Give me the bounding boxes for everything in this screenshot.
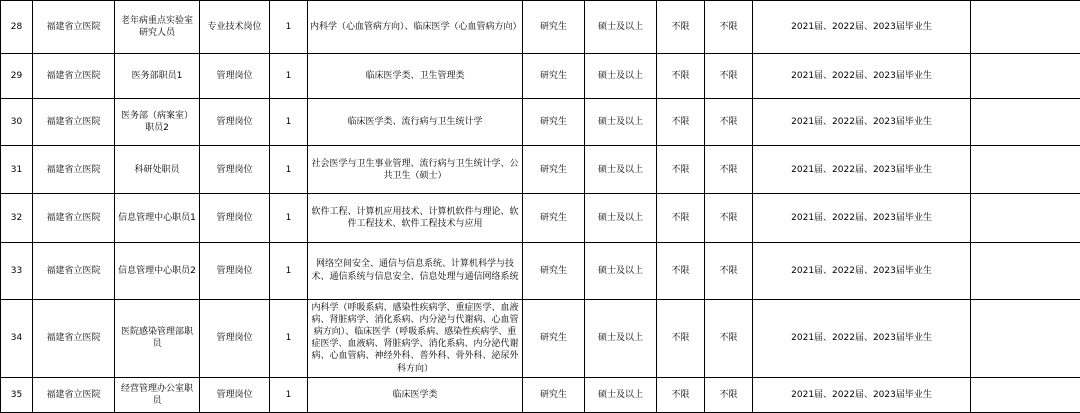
cell-unit: 福建省立医院 — [33, 242, 115, 299]
cell-grad: 2021届、2022届、2023届毕业生 — [753, 299, 971, 377]
cell-age: 不限 — [657, 194, 705, 242]
cell-unit: 福建省立医院 — [33, 99, 115, 146]
cell-remark — [971, 54, 1080, 99]
cell-age: 不限 — [657, 299, 705, 377]
cell-grad: 2021届、2022届、2023届毕业生 — [753, 242, 971, 299]
cell-no: 33 — [1, 242, 33, 299]
cell-count: 1 — [270, 242, 308, 299]
cell-unit: 福建省立医院 — [33, 194, 115, 242]
cell-grad: 2021届、2022届、2023届毕业生 — [753, 377, 971, 412]
cell-grad: 2021届、2022届、2023届毕业生 — [753, 146, 971, 194]
table-row — [1, 54, 1080, 99]
cell-age: 不限 — [657, 146, 705, 194]
cell-no: 34 — [1, 299, 33, 377]
cell-no: 31 — [1, 146, 33, 194]
cell-degree: 硕士及以上 — [585, 242, 657, 299]
cell-grad: 2021届、2022届、2023届毕业生 — [753, 194, 971, 242]
cell-unit: 福建省立医院 — [33, 54, 115, 99]
cell-age: 不限 — [657, 1, 705, 54]
cell-post: 医务部职员1 — [115, 54, 200, 99]
cell-unit: 福建省立医院 — [33, 377, 115, 412]
cell-grad: 2021届、2022届、2023届毕业生 — [753, 54, 971, 99]
cell-grad: 2021届、2022届、2023届毕业生 — [753, 99, 971, 146]
cell-post: 医院感染管理部职员 — [115, 299, 200, 377]
cell-post: 医务部（病案室）职员2 — [115, 99, 200, 146]
cell-other: 不限 — [705, 1, 753, 54]
table-row — [1, 1, 1080, 54]
cell-edu: 研究生 — [523, 242, 585, 299]
cell-type: 管理岗位 — [200, 242, 270, 299]
table-row — [1, 299, 1080, 377]
cell-post: 信息管理中心职员2 — [115, 242, 200, 299]
cell-edu: 研究生 — [523, 99, 585, 146]
cell-no: 28 — [1, 1, 33, 54]
cell-other: 不限 — [705, 146, 753, 194]
cell-count: 1 — [270, 1, 308, 54]
table-row — [1, 242, 1080, 299]
cell-major: 网络空间安全、通信与信息系统、计算机科学与技术、通信系统与信息安全、信息处理与通信网络系统 — [308, 242, 523, 299]
cell-no: 35 — [1, 377, 33, 412]
cell-no: 30 — [1, 99, 33, 146]
table-row — [1, 146, 1080, 194]
cell-remark — [971, 1, 1080, 54]
cell-major: 软件工程、计算机应用技术、计算机软件与理论、软件工程技术、软件工程技术与应用 — [308, 194, 523, 242]
cell-unit: 福建省立医院 — [33, 299, 115, 377]
cell-edu: 研究生 — [523, 1, 585, 54]
cell-type: 管理岗位 — [200, 299, 270, 377]
cell-other: 不限 — [705, 242, 753, 299]
cell-degree: 硕士及以上 — [585, 1, 657, 54]
cell-type: 专业技术岗位 — [200, 1, 270, 54]
cell-major: 内科学（呼吸系病、感染性疾病学、重症医学、血液病、肾脏病学、消化系病、内分泌与代谢病、心血管病方向）、临床医学（呼吸系病、感染性疾病学、重症医学、血液病、肾脏病学、消化系病、内分泌代谢病、心血管病、神经外科、普外科、骨外科、泌尿外科方向） — [308, 299, 523, 377]
cell-count: 1 — [270, 99, 308, 146]
cell-major: 临床医学类、流行病与卫生统计学 — [308, 99, 523, 146]
cell-type: 管理岗位 — [200, 377, 270, 412]
cell-type: 管理岗位 — [200, 194, 270, 242]
cell-degree: 硕士及以上 — [585, 299, 657, 377]
cell-count: 1 — [270, 299, 308, 377]
cell-degree: 硕士及以上 — [585, 194, 657, 242]
cell-unit: 福建省立医院 — [33, 1, 115, 54]
cell-degree: 硕士及以上 — [585, 54, 657, 99]
cell-no: 32 — [1, 194, 33, 242]
cell-count: 1 — [270, 377, 308, 412]
cell-unit: 福建省立医院 — [33, 146, 115, 194]
cell-other: 不限 — [705, 377, 753, 412]
cell-remark — [971, 242, 1080, 299]
cell-age: 不限 — [657, 54, 705, 99]
cell-count: 1 — [270, 194, 308, 242]
cell-age: 不限 — [657, 242, 705, 299]
cell-major: 社会医学与卫生事业管理、流行病与卫生统计学、公共卫生（硕士） — [308, 146, 523, 194]
cell-remark — [971, 146, 1080, 194]
cell-degree: 硕士及以上 — [585, 99, 657, 146]
table-body — [1, 1, 1080, 413]
cell-grad: 2021届、2022届、2023届毕业生 — [753, 1, 971, 54]
cell-edu: 研究生 — [523, 194, 585, 242]
cell-remark — [971, 377, 1080, 412]
cell-major: 内科学（心血管病方向）、临床医学（心血管病方向） — [308, 1, 523, 54]
cell-type: 管理岗位 — [200, 146, 270, 194]
cell-post: 经营管理办公室职员 — [115, 377, 200, 412]
cell-remark — [971, 299, 1080, 377]
cell-type: 管理岗位 — [200, 99, 270, 146]
cell-other: 不限 — [705, 99, 753, 146]
cell-edu: 研究生 — [523, 377, 585, 412]
cell-post: 老年病重点实验室研究人员 — [115, 1, 200, 54]
cell-post: 科研处职员 — [115, 146, 200, 194]
cell-degree: 硕士及以上 — [585, 146, 657, 194]
cell-age: 不限 — [657, 99, 705, 146]
cell-remark — [971, 99, 1080, 146]
cell-post: 信息管理中心职员1 — [115, 194, 200, 242]
cell-no: 29 — [1, 54, 33, 99]
cell-major: 临床医学类 — [308, 377, 523, 412]
cell-type: 管理岗位 — [200, 54, 270, 99]
table-row — [1, 377, 1080, 412]
cell-other: 不限 — [705, 54, 753, 99]
cell-edu: 研究生 — [523, 146, 585, 194]
cell-edu: 研究生 — [523, 54, 585, 99]
cell-major: 临床医学类、卫生管理类 — [308, 54, 523, 99]
cell-other: 不限 — [705, 299, 753, 377]
cell-degree: 硕士及以上 — [585, 377, 657, 412]
cell-age: 不限 — [657, 377, 705, 412]
table-row — [1, 99, 1080, 146]
cell-count: 1 — [270, 146, 308, 194]
cell-edu: 研究生 — [523, 299, 585, 377]
cell-remark — [971, 194, 1080, 242]
cell-count: 1 — [270, 54, 308, 99]
cell-other: 不限 — [705, 194, 753, 242]
table-row — [1, 194, 1080, 242]
